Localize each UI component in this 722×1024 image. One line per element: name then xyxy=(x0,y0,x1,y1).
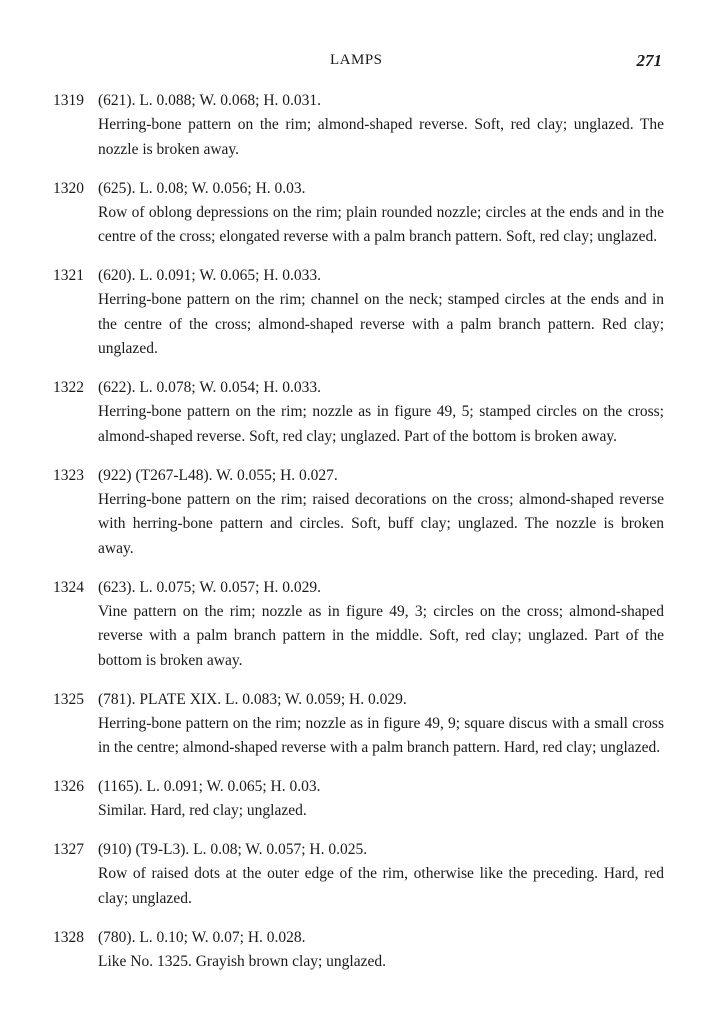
entry-head xyxy=(0,926,722,950)
entry-reference: (922) (T267-L48). W. 0.055; H. 0.027. xyxy=(98,466,338,484)
page-number: 271 xyxy=(636,51,662,70)
catalogue-entry xyxy=(0,264,722,362)
entry-reference: (781). PLATE XIX. L. 0.083; W. 0.059; H. 0.029. xyxy=(98,690,407,708)
entry-number: 1326 xyxy=(53,778,84,795)
entry-reference: (625). L. 0.08; W. 0.056; H. 0.03. xyxy=(98,179,306,197)
entry-description: Row of raised dots at the outer edge of the rim, otherwise like the preceding. Hard, red clay; unglazed. xyxy=(98,865,664,907)
entry-number: 1324 xyxy=(53,578,84,596)
entry-description: Herring-bone pattern on the rim; channel on the neck; stamped circles at the ends and in the centre of the cross; almond-shaped reverse with a palm branch pattern. Red clay; unglazed. xyxy=(98,291,664,357)
entry-description: Like No. 1325. Grayish brown clay; unglazed. xyxy=(98,952,386,970)
catalogue-entry xyxy=(0,838,722,911)
catalogue-entry xyxy=(0,177,722,250)
catalogue-entries xyxy=(0,89,722,989)
entry-number: 1320 xyxy=(53,179,84,197)
catalogue-entry xyxy=(0,775,722,824)
entry-number: 1319 xyxy=(53,92,84,109)
entry-head xyxy=(0,464,722,488)
entry-number: 1327 xyxy=(53,841,84,858)
entry-head xyxy=(0,177,722,201)
entry-head xyxy=(0,688,722,712)
entry-description: Row of oblong depressions on the rim; plain rounded nozzle; circles at the ends and in the centre of the cross; elongated reverse with a palm branch pattern. Soft, red clay; unglazed. xyxy=(98,203,664,245)
entry-reference: (622). L. 0.078; W. 0.054; H. 0.033. xyxy=(98,379,322,396)
entry-head xyxy=(0,775,722,799)
entry-description: Herring-bone pattern on the rim; almond-shaped reverse. Soft, red clay; unglazed. The nozzle is broken away. xyxy=(98,116,664,158)
entry-number: 1322 xyxy=(53,379,84,396)
entry-description: Vine pattern on the rim; nozzle as in figure 49, 3; circles on the cross; almond-shaped reverse with a palm branch pattern in the middle. Soft, red clay; unglazed. Part of the bottom is broken away. xyxy=(98,602,664,669)
entry-description: Herring-bone pattern on the rim; nozzle as in figure 49, 5; stamped circles on the cross; almond-shaped reverse. Soft, red clay; unglazed. Part of the bottom is broken away. xyxy=(98,403,664,445)
entry-reference: (780). L. 0.10; W. 0.07; H. 0.028. xyxy=(98,928,306,946)
entry-description: Herring-bone pattern on the rim; nozzle as in figure 49, 9; square discus with a small cross in the centre; almond-shaped reverse with a palm branch pattern. Hard, red clay; unglazed. xyxy=(98,714,664,756)
entry-reference: (1165). L. 0.091; W. 0.065; H. 0.03. xyxy=(98,778,321,795)
catalogue-entry xyxy=(0,89,722,162)
entry-number: 1325 xyxy=(53,690,84,708)
catalogue-entry xyxy=(0,576,722,674)
running-head xyxy=(0,52,722,74)
entry-description: Similar. Hard, red clay; unglazed. xyxy=(98,802,307,819)
entry-head xyxy=(0,376,722,400)
entry-number: 1323 xyxy=(53,466,84,484)
catalogue-entry xyxy=(0,464,722,562)
entry-reference: (623). L. 0.075; W. 0.057; H. 0.029. xyxy=(98,578,322,596)
catalogue-entry xyxy=(0,376,722,449)
catalogue-entry xyxy=(0,926,722,975)
running-title: LAMPS xyxy=(330,52,383,68)
entry-number: 1321 xyxy=(53,267,84,284)
entry-reference: (910) (T9-L3). L. 0.08; W. 0.057; H. 0.025. xyxy=(98,841,368,858)
entry-head xyxy=(0,89,722,113)
entry-head xyxy=(0,576,722,600)
entry-head xyxy=(0,264,722,288)
entry-head xyxy=(0,838,722,862)
catalogue-entry xyxy=(0,688,722,761)
entry-description: Herring-bone pattern on the rim; raised decorations on the cross; almond-shaped reverse with herring-bone pattern and circles. Soft, buff clay; unglazed. The nozzle is broken away. xyxy=(98,490,664,557)
entry-reference: (621). L. 0.088; W. 0.068; H. 0.031. xyxy=(98,92,322,109)
entry-reference: (620). L. 0.091; W. 0.065; H. 0.033. xyxy=(98,267,322,284)
entry-number: 1328 xyxy=(53,928,84,946)
